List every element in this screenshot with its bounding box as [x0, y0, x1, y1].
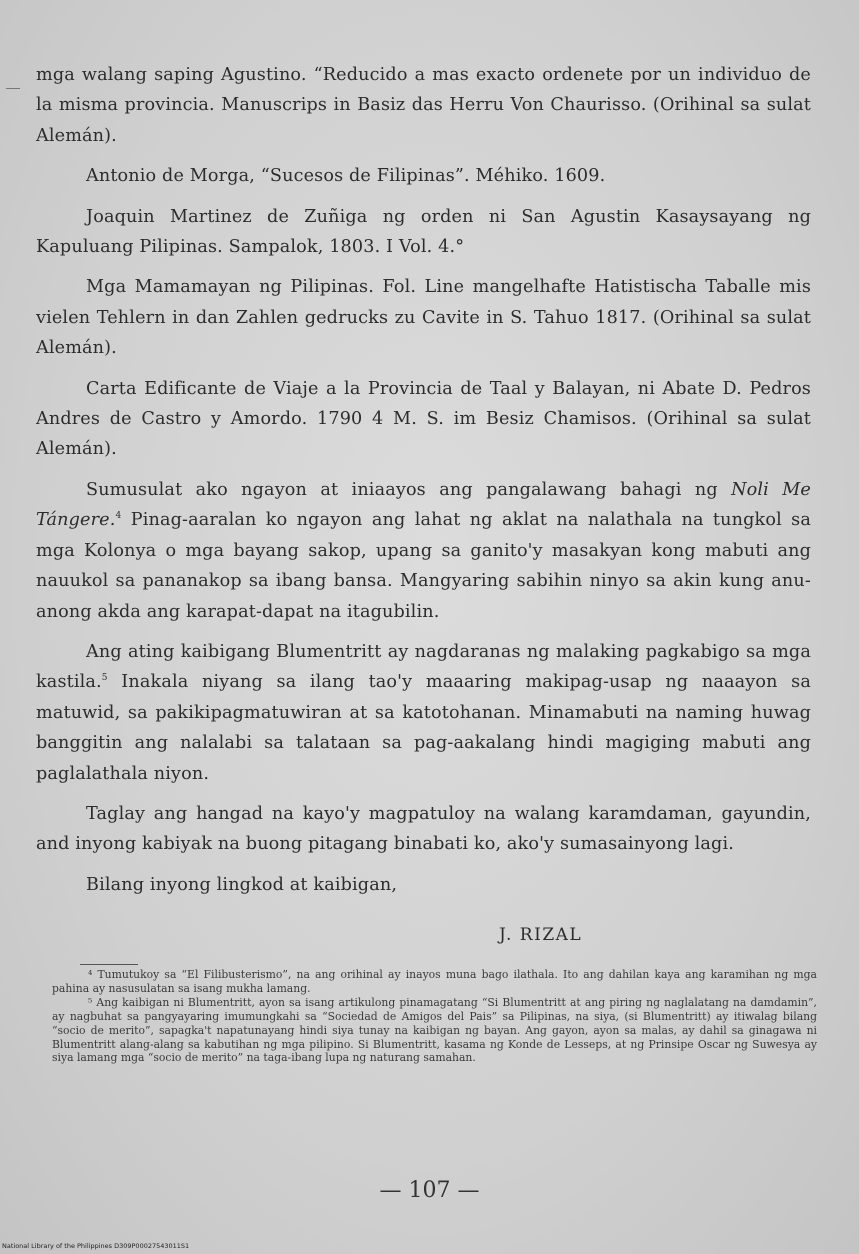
footnote-ref-4: 4 — [115, 511, 122, 522]
paragraph-1: mga walang saping Agustino. “Reducido a mas exacto ordenete por un individuo de la misma provincia. Manuscrips in Basiz das Herru Von Chaurisso. (Orihinal sa sulat Alemán). — [36, 65, 811, 146]
closing-line: Bilang inyong lingkod at kaibigan, — [86, 874, 398, 895]
paragraph-7 — [36, 637, 811, 789]
paragraph-6-rest: Pinag-aaralan ko ngayon ang lahat ng aklat na nalathala na tungkol sa mga Kolonya o mga bayang sakop, upang sa ganito'y masakyan kong mabuti ang nauukol sa pananakop sa ibang bansa. Mangyaring sabihin ninyo sa akin kung anu-anong akda ang karapat-dapat na itagubilin. — [36, 510, 811, 622]
letter-body — [36, 60, 811, 910]
footnote-ref-5: 5 — [101, 673, 108, 684]
paragraph-6-start: Sumusulat ako ngayon at iniaayos ang pangalawang bahagi ng — [86, 479, 718, 500]
paragraph-4: Mga Mamamayan ng Pilipinas. Fol. Line mangelhafte Hatistischa Taballe mis vielen Tehlern in dan Zahlen gedrucks zu Cavite in S. Tahuo 1817. (Orihinal sa sulat Alemán). — [36, 277, 811, 359]
paragraph-7-rest: Inakala niyang sa ilang tao'y maaaring makipag-usap ng naaayon sa matuwid, sa pakikipagmatuwiran at sa katotohanan. Minamabuti na naming huwag banggitin ang nalalabi sa talataan sa pag-aakalang hindi magiging mabuti ang paglalathala niyon. — [36, 672, 811, 784]
footnotes — [52, 968, 817, 1065]
book-title: Noli Me Tángere. — [36, 479, 811, 531]
paragraph-3: Joaquin Martinez de Zuñiga ng orden ni San Agustin Kasaysayang ng Kapuluang Pilipinas. Sampalok, 1803. I Vol. 4.° — [36, 206, 811, 258]
footnote-rule — [80, 964, 138, 965]
margin-mark — [6, 88, 20, 89]
paragraph-6 — [36, 475, 811, 627]
signature: J. RIZAL — [499, 925, 583, 945]
paragraph-8: Taglay ang hangad na kayo'y magpatuloy na walang karamdaman, gayundin, and inyong kabiyak na buong pitagang binabati ko, ako'y sumasainyong lagi. — [36, 803, 811, 855]
paragraph-7-start: Ang ating kaibigang Blumentritt ay nagdaranas ng malaking pagkabigo sa mga kastila. — [36, 641, 811, 693]
paragraph-5: Carta Edificante de Viaje a la Provincia de Taal y Balayan, ni Abate D. Pedros Andres de Castro y Amordo. 1790 4 M. S. im Besiz Chamisos. (Orihinal sa sulat Alemán). — [36, 378, 811, 460]
paragraph-2: Antonio de Morga, “Sucesos de Filipinas”. Méhiko. 1609. — [86, 166, 606, 187]
footnote-4: ⁴ Tumutukoy sa “El Filibusterismo”, na ang orihinal ay inayos muna bago ilathala. Ito ang dahilan kaya ang karamihan ng mga pahina ay nasusulatan sa isang mukha lamang. — [52, 968, 817, 995]
page-number: — 107 — — [379, 1178, 480, 1203]
footnote-5: ⁵ Ang kaibigan ni Blumentritt, ayon sa isang artikulong pinamagatang “Si Blumentritt at ang piring ng naglalatang na damdamin”, ay nagbuhat sa pangyayaring imumungkahi sa “Sociedad de Amigos del Pais” sa Pilipinas, na siya, (si Blumentritt) ay itiwalag bilang “socio de merito”, sapagka't napatunayang hindi siya tunay na kaibigan ng bayan. Ang gayon, ayon sa malas, ay dahil sa ginagawa ni Blumentritt alang-alang sa kabutihan ng mga pilipino. Si Blumentritt, kasama ng Konde de Lesseps, at ng Prinsipe Oscar ng Suwesya ay siya lamang mga “socio de merito” na taga-ibang lupa ng naturang samahan. — [52, 995, 817, 1065]
library-credit: National Library of the Philippines D309P00027543011S1 — [2, 1242, 190, 1250]
